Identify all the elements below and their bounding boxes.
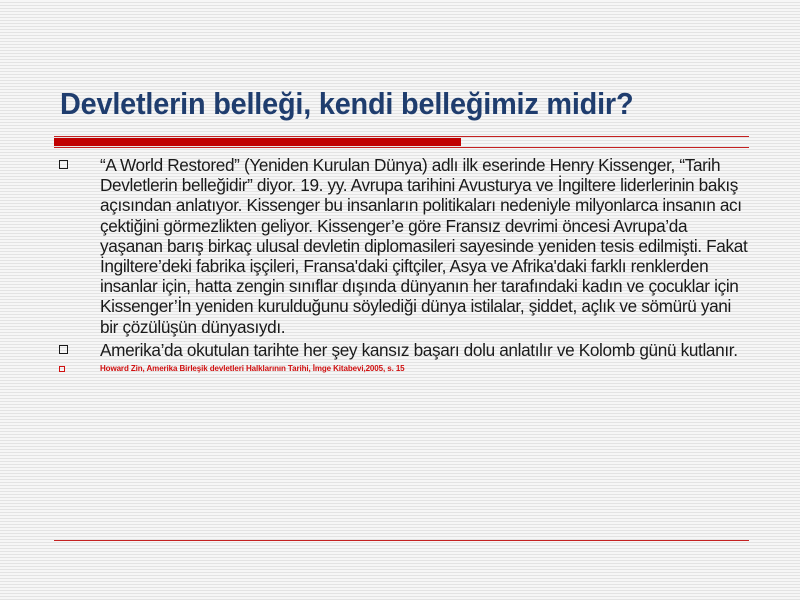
citation-text: Howard Zin, Amerika Birleşik devletleri Halklarının Tarihi, İmge Kitabevi,2005, s. 15 <box>100 364 405 374</box>
bullet-text: “A World Restored” (Yeniden Kurulan Dünya) adlı ilk eserinde Henry Kissenger, “Tarih Devletlerin belleğidir” diyor. 19. yy. Avrupa tarihini Avusturya ve İngiltere liderlerinin bakış açısından anlatıyor. Kissenger bu insanların politikaları nedeniyle milyonlarca insanın acı çektiğini görmezlikten geliyor. Kissenger’e göre Fransız devrimi öncesi Avrupa’da yaşanan barış birkaç ulusal devletin diplomasileri sayesinde yeniden tesis edilmişti. Fakat İngiltere’deki fabrika işçileri, Fransa'daki çiftçiler, Asya ve Afrika'daki farklı renklerden insanlar için, hatta zengin sınıflar dışında dünyanın her tarafındaki kadın ve çocuklar için Kissenger’İn yeniden kurulduğunu söylediği dünya istilalar, şiddet, açlık ve sömürü yani bir çözülüşün dünyasıydı. <box>100 155 748 337</box>
footer-divider <box>54 540 749 541</box>
square-bullet-icon <box>59 345 68 354</box>
underline-thin-bottom <box>54 147 749 148</box>
citation-item <box>58 363 748 374</box>
bullet-item <box>58 155 748 337</box>
bullet-item <box>58 340 748 360</box>
slide-title: Devletlerin belleği, kendi belleğimiz midir? <box>60 86 634 121</box>
bullet-list <box>58 155 748 377</box>
square-bullet-icon <box>59 366 65 372</box>
title-underline <box>54 134 749 150</box>
square-bullet-icon <box>59 160 68 169</box>
underline-thin-top <box>54 136 749 137</box>
bullet-text: Amerika’da okutulan tarihte her şey kansız başarı dolu anlatılır ve Kolomb günü kutlanır. <box>100 339 738 360</box>
underline-thick-bar <box>54 138 461 146</box>
